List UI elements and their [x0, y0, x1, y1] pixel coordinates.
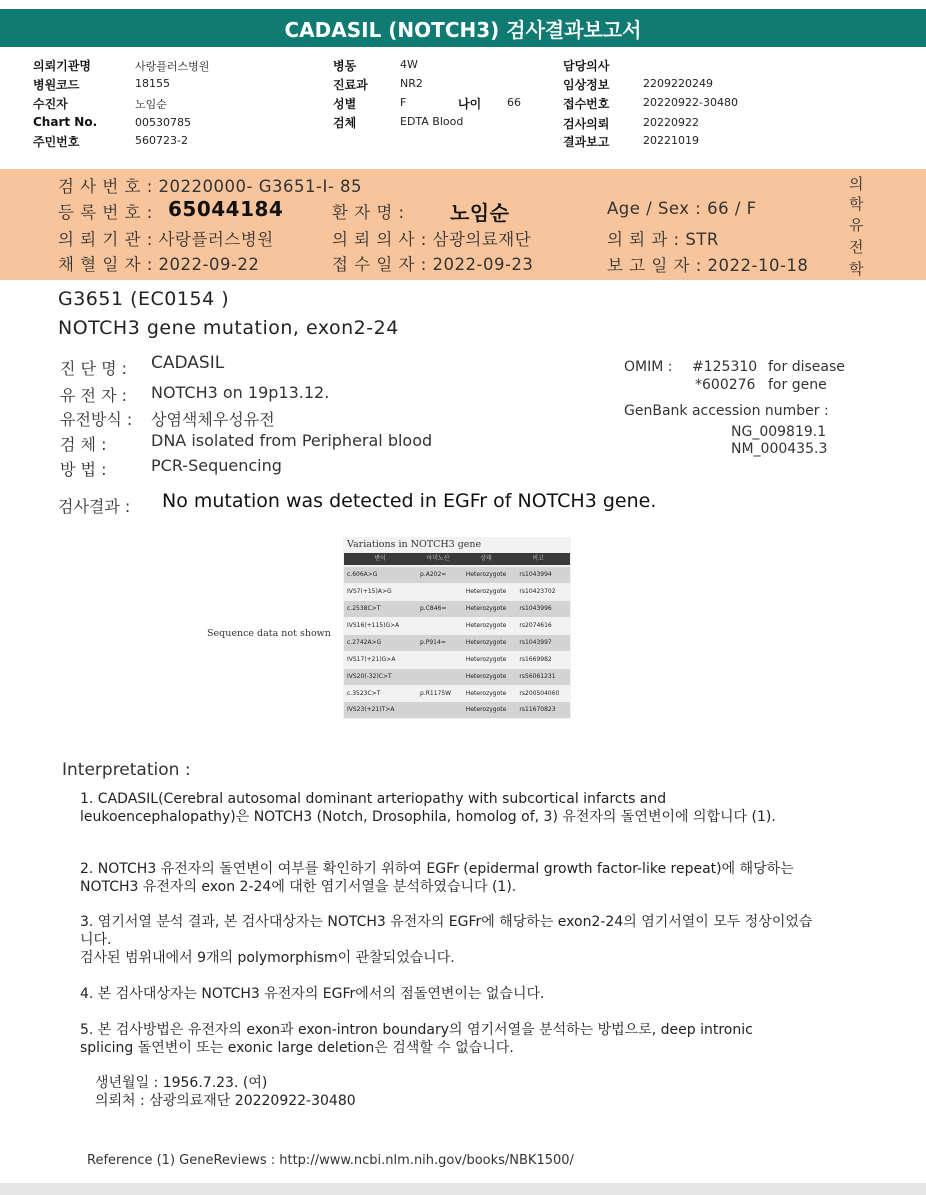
table-row: c.3523C>T p.R1175W Heterozygote rs200504060: [347, 690, 560, 697]
info-label: 방 법 :: [60, 460, 107, 479]
meta-value: 20221019: [643, 134, 699, 147]
omim-disease-number: #125310: [692, 359, 758, 375]
omim-label: OMIM :: [624, 359, 673, 375]
meta-value: 560723-2: [135, 134, 188, 147]
omim-disease-text: for disease: [768, 359, 845, 375]
meta-value: 20220922: [643, 116, 699, 129]
meta-label: 검체: [333, 116, 357, 130]
interpretation-item: 3. 염기서열 분석 결과, 본 검사대상자는 NOTCH3 유전자의 EGFr에 해당하는 exon2-24의 염기서열이 모두 정상이었습니다.: [80, 914, 813, 948]
meta-value: 66: [507, 96, 521, 109]
interpretation-heading: Interpretation :: [62, 760, 191, 780]
header-cell: 상태: [480, 555, 492, 562]
method-value: PCR-Sequencing: [151, 456, 282, 475]
result-text: No mutation was detected in EGFr of NOTCH3 gene.: [162, 490, 657, 512]
meta-label: 나이: [458, 97, 482, 111]
info-label: 검 체 :: [60, 435, 107, 454]
age-sex: Age / Sex : 66 / F: [607, 199, 757, 218]
test-code: G3651 (EC0154 ): [58, 288, 230, 310]
exam-number: 검 사 번 호 : 20220000- G3651-I- 85: [58, 177, 363, 196]
gene-value: NOTCH3 on 19p13.12.: [151, 383, 330, 402]
interpretation-item: 2. NOTCH3 유전자의 돌연변이 여부를 확인하기 위하여 EGFr (epidermal growth factor-like repeat)에 해당하는 NOTCH3 유전자의 exon 2-24에 대한 염기서열을 분석하였습니다 (1).: [80, 861, 794, 895]
registration-label: 등 록 번 호 :: [58, 203, 153, 222]
test-name: NOTCH3 gene mutation, exon2-24: [58, 317, 399, 339]
diagnosis-value: CADASIL: [151, 353, 225, 373]
meta-value: 노임순: [135, 98, 167, 111]
meta-label: 의뢰기관명: [33, 59, 91, 73]
meta-label: Chart No.: [33, 115, 98, 129]
info-label: 진 단 명 :: [60, 359, 128, 378]
meta-value: NR2: [400, 77, 423, 90]
receipt-date: 접 수 일 자 : 2022-09-23: [332, 255, 534, 274]
reference: Reference (1) GeneReviews : http://www.ncbi.nlm.nih.gov/books/NBK1500/: [87, 1153, 574, 1168]
meta-value: 00530785: [135, 116, 191, 129]
meta-value: F: [400, 96, 407, 109]
table-row: IVS17(+21)G>A Heterozygote rs1669982: [347, 656, 552, 663]
meta-value: 2209220249: [643, 77, 713, 90]
genbank-label: GenBank accession number :: [624, 403, 829, 419]
meta-value: 18155: [135, 77, 170, 90]
meta-label: 주민번호: [33, 135, 80, 149]
meta-label: 진료과: [333, 78, 368, 92]
interpretation-item: 4. 본 검사대상자는 NOTCH3 유전자의 EGFr에서의 점돌연변이는 없습니다.: [80, 986, 545, 1002]
header-cell: 아미노산: [426, 555, 450, 562]
interpretation-item: 1. CADASIL(Cerebral autosomal dominant arteriopathy with subcortical infarcts and leukoencephalopathy)은 NOTCH3 (Notch, Drosophila, homolog of, 3) 유전자의 돌연변이에 의합니다 (1).: [80, 791, 776, 825]
requesting-doctor: 의 뢰 의 사 : 삼광의료재단: [332, 230, 532, 249]
meta-label: 검사의뢰: [563, 117, 610, 131]
registration-number: 65044184: [168, 197, 284, 221]
inheritance-value: 상염색체우성유전: [151, 410, 275, 429]
report-date: 보 고 일 자 : 2022-10-18: [607, 256, 809, 275]
header-cell: 변이: [374, 555, 386, 562]
info-label: 유 전 자 :: [60, 386, 128, 405]
header-cell: 비고: [532, 555, 544, 562]
meta-label: 수진자: [33, 97, 68, 111]
specimen-value: DNA isolated from Peripheral blood: [151, 431, 433, 450]
table-row: IVS20(-32)C>T Heterozygote rs56061231: [344, 669, 570, 685]
birth-date: 생년월일 : 1956.7.23. (여): [95, 1075, 268, 1091]
variations-title: Variations in NOTCH3 gene: [347, 539, 482, 550]
info-label: 유전방식 :: [60, 410, 133, 429]
interpretation-item: 5. 본 검사방법은 유전자의 exon과 exon-intron boundary의 염기서열을 분석하는 방법으로, deep intronic splicing 돌연변이 또는 exonic large deletion은 검색할 수 없습니다.: [80, 1022, 753, 1056]
meta-value: 20220922-30480: [643, 96, 738, 109]
variations-table: [343, 537, 571, 719]
meta-label: 병원코드: [33, 78, 80, 92]
genbank-accession-2: NM_000435.3: [731, 441, 828, 457]
bottom-strip: [0, 1183, 926, 1195]
meta-label: 담당의사: [563, 59, 610, 73]
report-title: CADASIL (NOTCH3) 검사결과보고서: [0, 9, 926, 47]
requester: 의뢰처 : 삼광의료재단 20220922-30480: [95, 1093, 356, 1109]
meta-value: 사랑플러스병원: [135, 60, 210, 73]
table-row: c.606A>G p.A202= Heterozygote rs1043994: [344, 567, 570, 583]
genbank-accession-1: NG_009819.1: [731, 424, 827, 440]
table-row: c.2742A>G p.P914= Heterozygote rs1043997: [344, 635, 570, 651]
table-row: IVS16(+115)G>A Heterozygote rs2074616: [347, 622, 552, 629]
meta-label: 임상정보: [563, 78, 610, 92]
meta-label: 병동: [333, 59, 357, 73]
meta-value: 4W: [400, 58, 418, 71]
requesting-department: 의 뢰 과 : STR: [607, 230, 719, 249]
variations-header-row: [344, 553, 570, 565]
meta-label: 성별: [333, 97, 357, 111]
meta-label: 결과보고: [563, 135, 610, 149]
patient-name-label: 환 자 명 :: [332, 203, 405, 222]
meta-value: EDTA Blood: [400, 115, 464, 128]
table-row: IVS7(+15)A>G Heterozygote rs10423702: [347, 588, 556, 595]
patient-name: 노임순: [450, 201, 510, 225]
meta-label: 접수번호: [563, 97, 610, 111]
interpretation-item: 검사된 범위내에서 9개의 polymorphism이 관찰되었습니다.: [80, 950, 455, 966]
collection-date: 채 혈 일 자 : 2022-09-22: [58, 255, 260, 274]
result-label: 검사결과 :: [58, 497, 131, 516]
omim-gene-number: *600276: [695, 377, 756, 393]
table-row: c.2538C>T p.C846= Heterozygote rs1043996: [344, 601, 570, 617]
omim-gene-text: for gene: [768, 377, 827, 393]
requesting-institution: 의 뢰 기 관 : 사랑플러스병원: [58, 230, 274, 249]
table-row: IVS23(+21)T>A Heterozygote rs11670823: [344, 702, 570, 718]
sequence-note: Sequence data not shown: [207, 628, 331, 639]
